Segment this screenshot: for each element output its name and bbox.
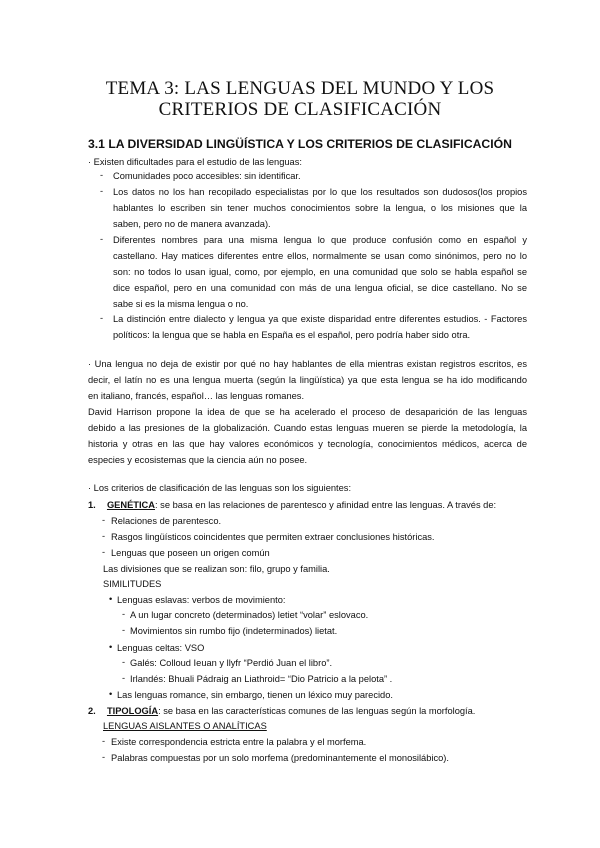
tipologia-sub-item: Existe correspondencia estricta entre la palabra y el morfema. [111,737,367,747]
tipologia-text: : se basa en las características comunes de las lenguas según la morfología. [158,706,476,716]
paragraph-line: especies y ecosistemas que la ciencia aún no posee. [88,455,308,465]
difficulty-line: dice español, pero en una comunidad con más de una lengua oficial, se dice castellano. No se [113,283,527,293]
eslavas-text: Lenguas eslavas: verbos de movimiento: [117,595,286,605]
tipologia-sub-item: Palabras compuestas por un solo morfema (predominantemente el monosilábico). [111,753,449,763]
paragraph-line: David Harrison propone la idea de que se ha acelerado el proceso de desaparición de las lenguas [88,407,527,417]
dash-bullet: - [100,313,104,323]
dash-bullet: - [100,170,104,180]
dash-bullet: - [122,625,126,635]
difficulty-line: sabe si es la misma lengua o no. [113,299,249,309]
difficulty-line: Los datos no los han recopilado especialistas por lo que los resultados son dudosos(los propios [113,187,527,197]
dash-bullet: - [100,234,104,244]
difficulty-line: políticos: la lengua que se habla en España es el español, pero podría haber sido otra. [113,330,471,340]
difficulty-line: saben, pero no de manera avanzada). [113,219,271,229]
romance-text: Las lenguas romance, sin embargo, tienen un léxico muy parecido. [117,690,393,700]
celtas-item: Galés: Colloud Ieuan y llyfr “Perdió Juan el libro”. [130,658,333,668]
bullet-dot: • [109,642,113,652]
tipologia-label: TIPOLOGÍA [106,706,159,716]
genetica-sub-item: Rasgos lingüísticos coincidentes que permiten extraer conclusiones históricas. [111,532,435,542]
genetica-divisions: Las divisiones que se realizan son: filo, grupo y familia. [103,564,330,574]
genetica-sub-item: Lenguas que poseen un origen común [111,548,270,558]
dash-bullet: - [100,186,104,196]
paragraph-line: debido a las presiones de la globalización. Cuando estas lenguas mueren se pierde la metodología, la [88,423,527,433]
bullet-dot: • [109,689,113,699]
eslavas-item: A un lugar concreto (determinados) letiet “volar” eslovaco. [130,610,369,620]
difficulty-line: Comunidades poco accesibles: sin identificar. [113,171,301,181]
tipologia-item [88,705,475,717]
section-heading: 3.1 LA DIVERSIDAD LINGÜÍSTICA Y LOS CRITERIOS DE CLASIFICACIÓN [88,137,512,151]
genetica-sub-item: Relaciones de parentesco. [111,516,222,526]
genetica-item [88,499,496,511]
dash-bullet: - [102,752,106,762]
title-line-2: CRITERIOS DE CLASIFICACIÓN [158,99,442,120]
genetica-label: GENÉTICA [106,500,155,510]
difficulty-line: son: no todos lo usan igual, como, por ejemplo, en una comunidad que solo se habla español se [113,267,527,277]
intro-text: · Existen dificultades para el estudio de las lenguas: [88,157,302,167]
paragraph-line: en italiano, francés, español… las lenguas romanes. [88,391,305,401]
paragraph-line: decir, el latín no es una lengua muerta (según la lingüística) ya que esta lengua se ha ido modificando [88,375,527,385]
similitudes-heading: SIMILITUDES [103,579,162,589]
dash-bullet: - [122,609,126,619]
dash-bullet: - [102,736,106,746]
difficulty-line: hablantes lo escriben sin tener muchos conocimientos sobre la lengua, o los misiones que la [113,203,527,213]
difficulty-line: castellano. Hay matices diferentes entre ellos, normalmente se usan como sinónimos, pero no lo [113,251,527,261]
difficulty-line: La distinción entre dialecto y lengua ya que existe disparidad entre diferentes estudios. - Factores [113,314,527,324]
bullet-dot: • [109,594,113,604]
difficulty-line: Diferentes nombres para una misma lengua lo que produce confusión como en español y [113,235,527,245]
criteria-intro: · Los criterios de clasificación de las lenguas son los siguientes: [88,483,352,493]
celtas-item: Irlandés: Bhuali Pádraig an Liathroid= “Dio Patricio a la pelota” . [130,674,393,684]
tipologia-number: 2. [88,706,96,716]
dash-bullet: - [102,531,106,541]
celtas-text: Lenguas celtas: VSO [117,643,205,653]
eslavas-item: Movimientos sin rumbo fijo (indeterminados) lietat. [130,626,338,636]
paragraph-line: historia y otras en las que hay valores económicos y tecnología, conocimientos médicos, acerca de [88,439,527,449]
genetica-number: 1. [88,500,96,510]
dash-bullet: - [102,547,106,557]
dash-bullet: - [122,657,126,667]
paragraph-line: · Una lengua no deja de existir por qué no hay hablantes de ella mientras existan registros escritos, es [88,359,527,369]
genetica-text: : se basa en las relaciones de parentesco y afinidad entre las lenguas. A través de: [155,500,497,510]
dash-bullet: - [122,673,126,683]
dash-bullet: - [102,515,106,525]
title-line-1: TEMA 3: LAS LENGUAS DEL MUNDO Y LOS [105,78,495,99]
aislantes-heading: LENGUAS AISLANTES O ANALÍTICAS [103,721,267,731]
